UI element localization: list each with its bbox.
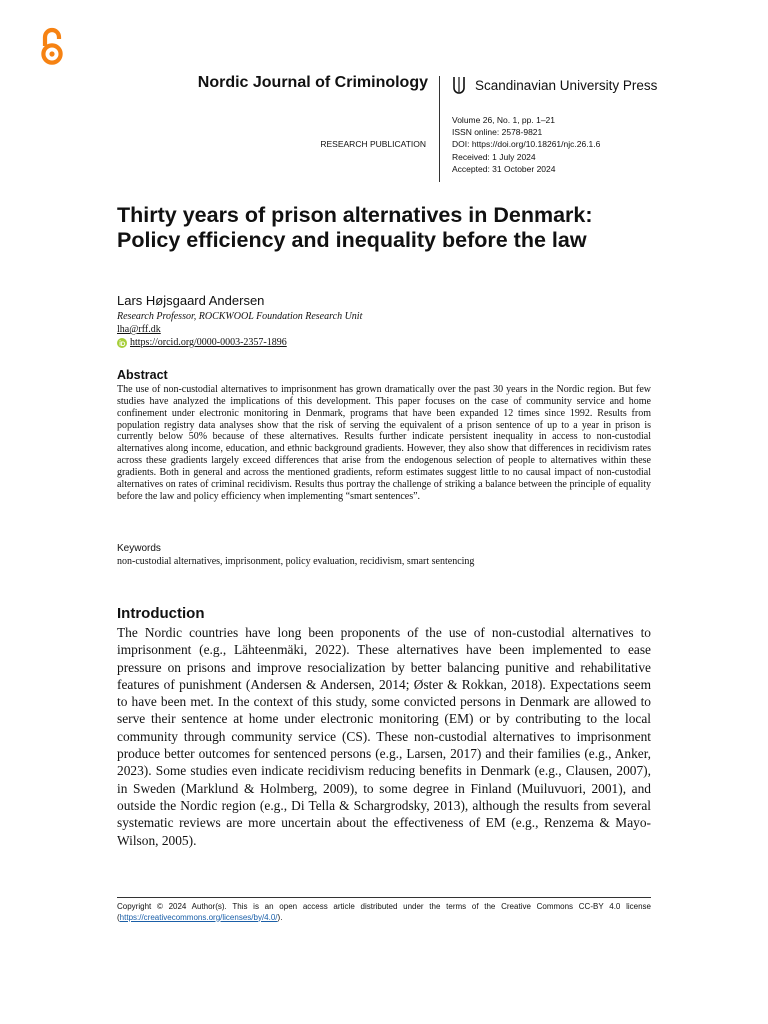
publication-type: RESEARCH PUBLICATION: [320, 139, 426, 149]
copyright-notice: [117, 902, 651, 923]
meta-issn: ISSN online: 2578-9821: [452, 127, 543, 138]
meta-doi[interactable]: DOI: https://doi.org/10.18261/njc.26.1.6: [452, 139, 601, 150]
orcid-link[interactable]: https://orcid.org/0000-0003-2357-1896: [130, 337, 287, 348]
keywords-text: non-custodial alternatives, imprisonment, policy evaluation, recidivism, smart sentencing: [117, 556, 475, 567]
orcid-icon: [117, 338, 127, 348]
footer-divider: [117, 897, 651, 898]
header-divider: [439, 76, 440, 182]
article-metadata: [452, 114, 600, 175]
meta-accepted: Accepted: 31 October 2024: [452, 163, 556, 174]
meta-volume: Volume 26, No. 1, pp. 1–21: [452, 115, 556, 125]
introduction-heading: Introduction: [117, 605, 205, 622]
open-access-lock-icon: [38, 26, 66, 66]
abstract-heading: Abstract: [117, 368, 168, 382]
article-title: Thirty years of prison alternatives in Denmark: Policy efficiency and inequality before the law: [117, 203, 593, 252]
license-link[interactable]: https://creativecommons.org/licenses/by/4.0/: [119, 912, 278, 922]
publisher: [453, 76, 657, 94]
author-affiliation: Research Professor, ROCKWOOL Foundation Research Unit: [117, 311, 363, 322]
author-email-link[interactable]: lha@rff.dk: [117, 324, 161, 335]
author-orcid: [117, 336, 657, 350]
author-block: [117, 293, 657, 350]
meta-received: Received: 1 July 2024: [452, 151, 536, 162]
author-name: Lars Højsgaard Andersen: [117, 293, 265, 308]
journal-name: Nordic Journal of Criminology: [197, 74, 428, 91]
copyright-closing: ).: [277, 912, 283, 922]
introduction-text: The Nordic countries have long been proponents of the use of non-custodial alternatives to imprisonment (e.g., Lähteenmäki, 2022). These alternatives have been implemented to ease pressure on prisons and improve resocialization by better balancing punitive and rehabilitative features of punishment (Andersen & Andersen, 2014; Øster & Rokkan, 2018). Expectations seem to have been met. In the context of this study, some convicted persons in Denmark are allowed to serve their sentence at home under electronic monitoring (EM) or by contributing to the local community through community service (CS). These non-custodial alternatives to imprisonment produce better outcomes for sentenced persons (e.g., Larsen, 2017) and their families (e.g., Anker, 2023). Some studies even indicate recidivism reducing benefits in Denmark (e.g., Clausen, 2007), in Sweden (Marklund & Holmberg, 2009), to some degree in Finland (Muiluvuori, 2001), and outside the Nordic region (e.g., Di Tella & Schargrodsky, 2013), although the results from several systematic reviews are more uncertain about the effectiveness of EM (e.g., Renzema & Mayo-Wilson, 2005).: [117, 625, 651, 848]
keywords-heading: Keywords: [117, 543, 161, 554]
copyright-text: Copyright © 2024 Author(s). This is an open access article distributed under the terms of the Creative Commons CC-BY 4.0 license (: [117, 902, 651, 922]
publisher-name: Scandinavian University Press: [475, 77, 658, 93]
abstract-text: The use of non-custodial alternatives to imprisonment has grown dramatically over the past 30 years in the Nordic region. But few studies have analyzed the implications of this development. This paper focuses on the case of community service and home confinement under electronic monitoring in Denmark, programs that have been expanded 12 times since 1992. Results from population registry data analyses show that the risk of serving the equivalent of a prison sentence of up to a year in prison is currently below 50% because of these alternatives. Results further indicate persistent inequality in access to non-custodial alternatives along income, education, and ethnic background gradients. However, they also show that differences in recidivism rates across these gradients largely exceed differences that arise from the endogenous selection of people to alternatives within these gradients. Both in general and across the mentioned gradients, reform estimates suggest little to no causal impact of non-custodial alternatives on rates of criminal recidivism. Results thus portray the challenge of striking a balance between the principle of equality before the law and policy efficiency when implementing “smart sentences”.: [117, 384, 651, 502]
publisher-logo-icon: [453, 76, 465, 94]
